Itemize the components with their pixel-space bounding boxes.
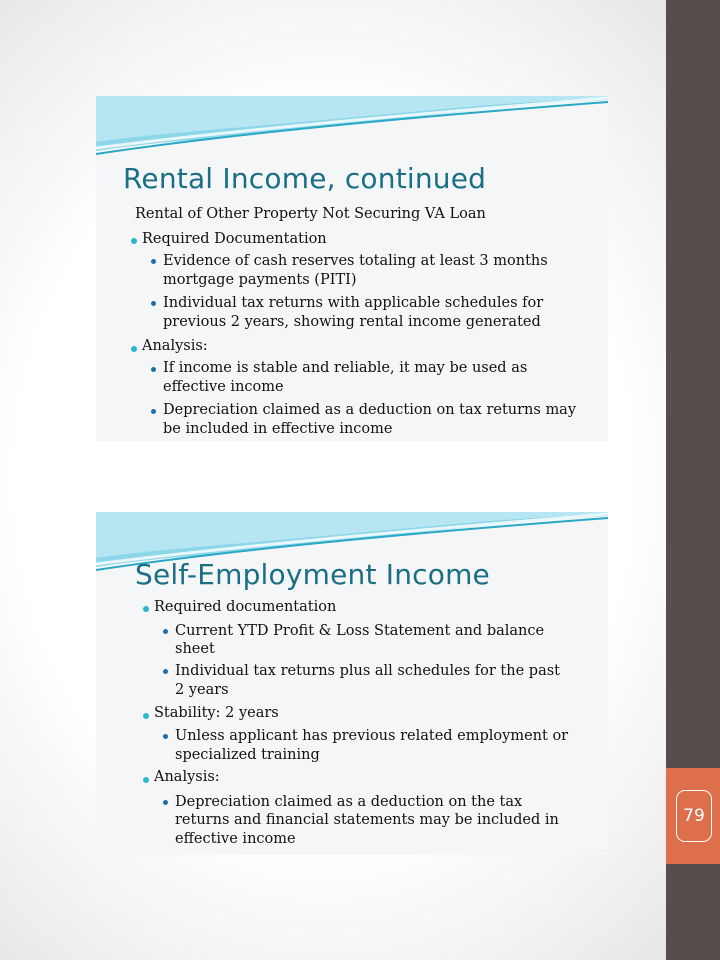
sub-bullet-text: 2 years xyxy=(175,682,229,698)
sub-bullet-text: Current YTD Profit & Loss Statement and balance xyxy=(175,623,545,639)
sub-bullet-text: be included in effective income xyxy=(163,421,393,437)
sub-bullet-text: effective income xyxy=(163,379,284,395)
bullet-text: Analysis: xyxy=(142,338,208,354)
bullet-icon xyxy=(143,606,149,612)
slide-title: Self-Employment Income xyxy=(135,558,490,591)
sub-bullet-icon xyxy=(163,669,168,674)
slide-self-employment-income xyxy=(96,512,608,855)
bullet-text: Stability: 2 years xyxy=(154,705,279,721)
sub-bullet-icon xyxy=(151,409,156,414)
page-number: 79 xyxy=(676,790,712,842)
sub-bullet-text: Evidence of cash reserves totaling at least 3 months xyxy=(163,253,548,269)
sub-bullet-icon xyxy=(151,367,156,372)
bullet-text: Required Documentation xyxy=(142,231,327,247)
sub-bullet-icon xyxy=(163,629,168,634)
sub-bullet-icon xyxy=(163,800,168,805)
bullet-text: Analysis: xyxy=(154,769,220,785)
sub-bullet-text: Unless applicant has previous related employment or xyxy=(175,728,569,744)
sub-bullet-text: specialized training xyxy=(175,747,320,763)
sub-bullet-icon xyxy=(151,301,156,306)
slide-rental-income xyxy=(96,96,608,441)
sub-bullet-text: returns and financial statements may be included in xyxy=(175,812,559,828)
sub-bullet-text: previous 2 years, showing rental income generated xyxy=(163,314,541,330)
slide-title: Rental Income, continued xyxy=(123,162,487,195)
sub-bullet-text: Individual tax returns plus all schedules for the past xyxy=(175,663,560,679)
sub-bullet-icon xyxy=(151,259,156,264)
bullet-icon xyxy=(143,777,149,783)
sub-bullet-text: Individual tax returns with applicable schedules for xyxy=(163,295,544,311)
wave-header-graphic xyxy=(96,96,608,166)
sub-bullet-text: effective income xyxy=(175,831,296,847)
subtitle: Rental of Other Property Not Securing VA Loan xyxy=(135,206,486,222)
sub-bullet-text: If income is stable and reliable, it may be used as xyxy=(163,360,528,376)
sub-bullet-text: Depreciation claimed as a deduction on tax returns may xyxy=(163,402,577,418)
sub-bullet-text: sheet xyxy=(175,641,215,657)
bullet-icon xyxy=(143,713,149,719)
bullet-icon xyxy=(131,238,137,244)
sub-bullet-icon xyxy=(163,734,168,739)
sub-bullet-text: mortgage payments (PITI) xyxy=(163,272,357,288)
bullet-text: Required documentation xyxy=(154,599,337,615)
bullet-icon xyxy=(131,346,137,352)
sub-bullet-text: Depreciation claimed as a deduction on the tax xyxy=(175,794,523,810)
